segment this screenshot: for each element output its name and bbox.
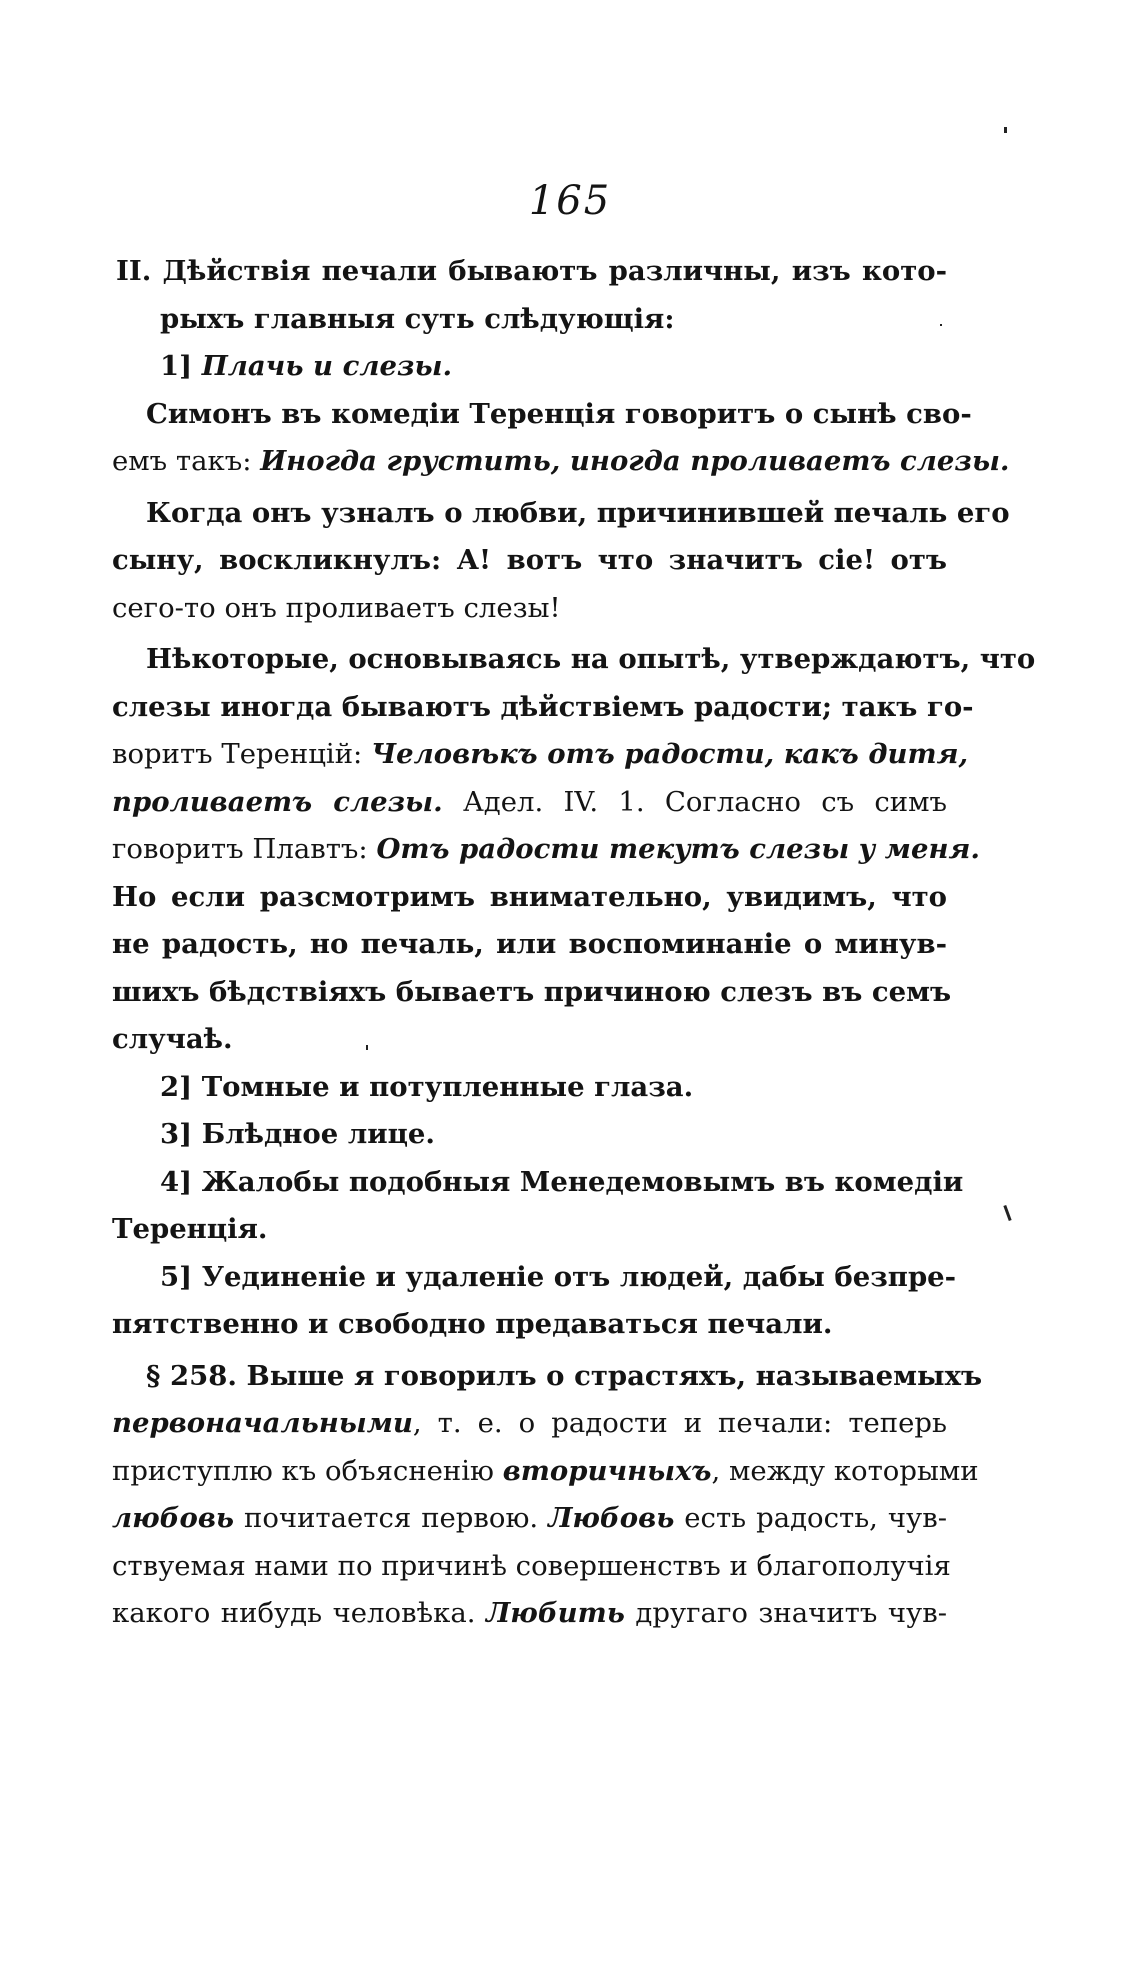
text-line xyxy=(112,1159,964,1207)
text-segment: другаго значитъ чув- xyxy=(624,1597,947,1629)
text-segment: Плачь и слезы. xyxy=(201,350,453,382)
text-segment: шихъ бѣдствіяхъ бываетъ причиною слезъ въ семъ xyxy=(112,975,952,1008)
text-segment: , между которыми xyxy=(711,1454,979,1487)
text-segment: воритъ Теренцій: xyxy=(112,738,372,770)
text-line xyxy=(112,1064,947,1112)
text-line xyxy=(112,921,947,969)
text-line xyxy=(112,874,947,922)
text-line xyxy=(112,296,947,344)
text-segment: Нѣкоторые, основываясь на опытѣ, утверждаютъ, что xyxy=(146,643,1036,675)
text-line xyxy=(112,1206,947,1254)
text-line xyxy=(112,490,1010,538)
ink-speck xyxy=(1004,127,1007,133)
text-segment: Симонъ въ комедіи Теренція говоритъ о сынѣ сво- xyxy=(146,397,972,430)
text-line xyxy=(112,636,1036,684)
text-segment: , т. е. о радости и печали: теперь xyxy=(412,1407,947,1439)
text-segment: 4] Жалобы подобныя Менедемовымъ въ комедіи xyxy=(160,1165,964,1198)
text-segment: емъ такъ: xyxy=(112,445,261,477)
text-line xyxy=(112,826,980,874)
text-segment: какого нибудь человѣка. xyxy=(112,1597,486,1629)
text-segment: 1] xyxy=(160,350,202,382)
text-segment: есть радость, чув- xyxy=(674,1502,947,1534)
text-line xyxy=(112,1301,947,1349)
text-line xyxy=(112,779,947,827)
text-segment: Адел. IV. 1. Согласно съ симъ xyxy=(442,785,947,818)
text-line xyxy=(112,969,952,1017)
text-line xyxy=(112,1400,947,1448)
text-segment: 3] Блѣдное лице. xyxy=(160,1118,435,1150)
text-line xyxy=(112,1590,947,1638)
text-segment: слезы иногда бываютъ дѣйствіемъ радости; такъ го- xyxy=(112,690,974,723)
text-line xyxy=(112,438,1010,486)
text-segment: приступлю къ объясненію xyxy=(112,1454,503,1487)
ink-speck xyxy=(1003,1205,1011,1221)
text-segment: Теренція. xyxy=(112,1213,268,1245)
body-text xyxy=(112,248,1036,1638)
text-line xyxy=(112,248,947,296)
text-segment: 2] Томные и потупленные глаза. xyxy=(160,1070,694,1103)
text-line xyxy=(112,391,972,439)
text-segment: Иногда грустить, иногда проливаетъ слезы. xyxy=(260,445,1010,477)
text-segment: Когда онъ узналъ о любви, причинившей печаль его xyxy=(146,496,1010,529)
text-line xyxy=(112,1254,957,1302)
text-segment: Любовь xyxy=(548,1502,675,1534)
text-line xyxy=(112,1016,947,1064)
text-segment: случаѣ. xyxy=(112,1023,233,1055)
text-segment: сего-то онъ проливаетъ слезы! xyxy=(112,591,561,624)
text-segment: любовь xyxy=(112,1502,235,1534)
text-segment: говоритъ Плавтъ: xyxy=(112,833,377,865)
text-segment: пятственно и свободно предаваться печали. xyxy=(112,1308,833,1340)
text-line xyxy=(112,537,947,585)
text-line xyxy=(112,585,947,633)
text-segment: 5] Уединеніе и удаленіе отъ людей, дабы безпре- xyxy=(160,1260,957,1293)
text-segment: Но если разсмотримъ внимательно, увидимъ, что xyxy=(112,880,947,913)
text-segment: Отъ радости текутъ слезы у меня. xyxy=(376,833,980,865)
text-segment: сыну, воскликнулъ: А! вотъ что значитъ сіе! отъ xyxy=(112,544,947,576)
text-segment: II. Дѣйствія печали бываютъ различны, изъ кото- xyxy=(116,255,947,287)
text-line xyxy=(112,731,969,779)
text-segment: первоначальными xyxy=(112,1407,413,1439)
text-line xyxy=(112,1111,947,1159)
text-line xyxy=(112,1495,947,1543)
text-segment: почитается первою. xyxy=(234,1502,549,1534)
text-segment: рыхъ главныя суть слѣдующія: xyxy=(160,302,675,335)
text-line xyxy=(112,1448,979,1496)
text-segment: Человѣкъ отъ радости, какъ дитя, xyxy=(371,738,969,770)
page-number: 165 xyxy=(528,178,612,224)
text-segment: не радость, но печаль, или воспоминаніе о минув- xyxy=(112,928,947,960)
text-line xyxy=(112,1543,951,1591)
text-segment: проливаетъ слезы. xyxy=(112,785,443,818)
text-line xyxy=(112,343,947,391)
text-segment: Любить xyxy=(485,1597,625,1629)
text-segment: вторичныхъ xyxy=(502,1454,712,1487)
text-line xyxy=(112,684,974,732)
text-line xyxy=(112,1353,983,1401)
text-segment: § 258. Выше я говорилъ о страстяхъ, называемыхъ xyxy=(146,1359,983,1392)
text-segment: ствуемая нами по причинѣ совершенствъ и благополучія xyxy=(112,1549,951,1582)
